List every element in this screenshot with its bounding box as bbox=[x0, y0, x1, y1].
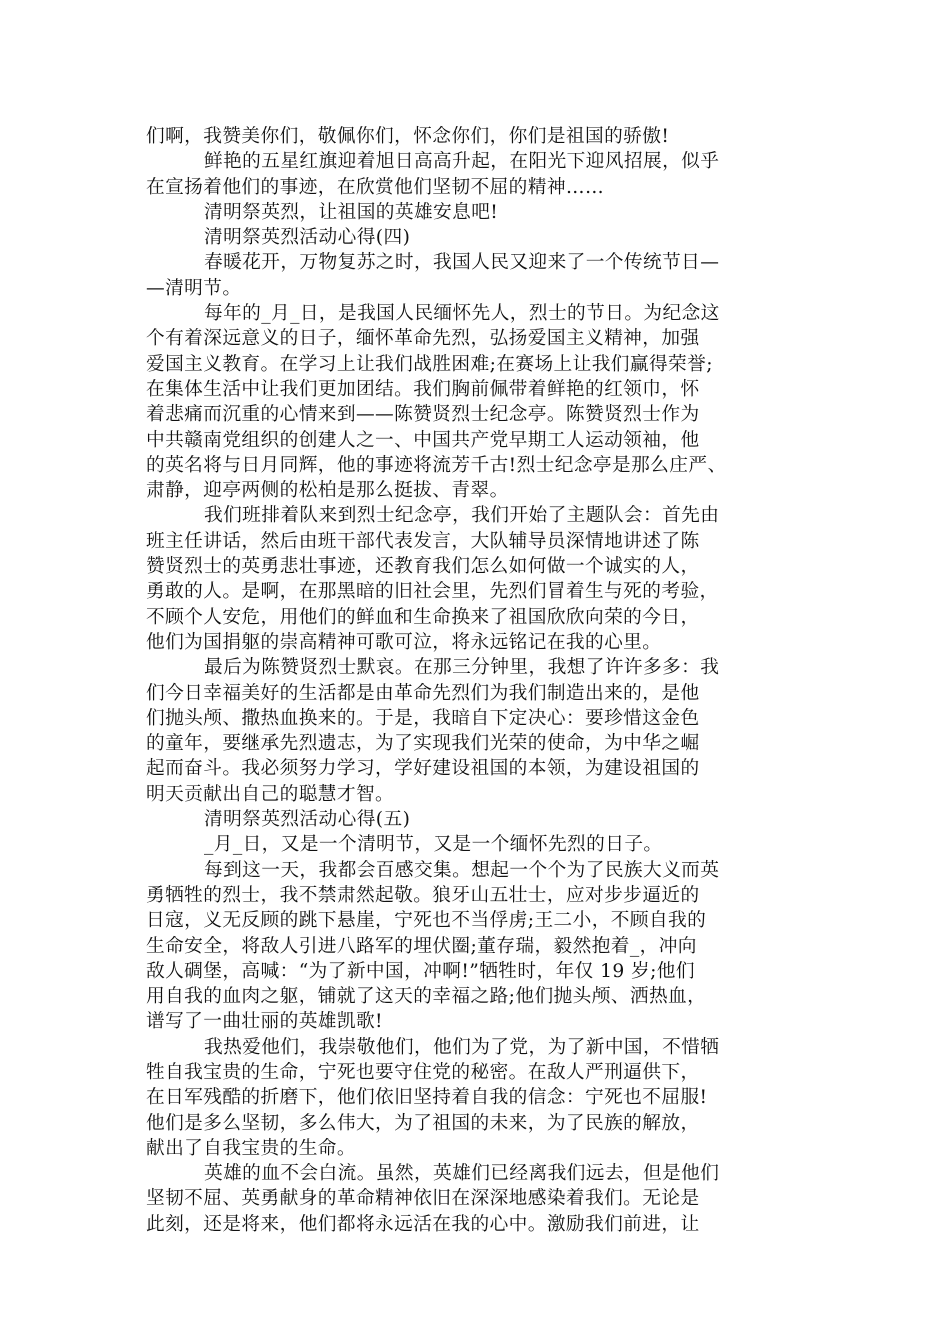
paragraph-first-line: 春暖花开，万物复苏之时，我国人民又迎来了一个传统节日— bbox=[204, 252, 720, 274]
paragraph-first-line: 每到这一天，我都会百感交集。想起一个个为了民族大义而英 bbox=[204, 859, 720, 881]
text-line: 们抛头颅、撒热血换来的。于是，我暗自下定决心：要珍惜这金色 bbox=[146, 707, 700, 729]
text-line: 的英名将与日月同辉，他的事迹将流芳千古!烈士纪念亭是那么庄严、 bbox=[146, 454, 727, 476]
text-line: 中共赣南党组织的创建人之一、中国共产党早期工人运动领袖，他 bbox=[146, 429, 700, 451]
text-line: 在集体生活中让我们更加团结。我们胸前佩带着鲜艳的红领巾，怀 bbox=[146, 378, 700, 400]
text-line: 用自我的血肉之躯，铺就了这天的幸福之路;他们抛头颅、洒热血， bbox=[146, 986, 707, 1008]
text-line: 牲自我宝贵的生命，宁死也要守住党的秘密。在敌人严刑逼供下， bbox=[146, 1061, 700, 1083]
text-line: 明天贡献出自己的聪慧才智。 bbox=[146, 783, 395, 805]
text-line: 日寇，义无反顾的跳下悬崖，宁死也不当俘虏;王二小，不顾自我的 bbox=[146, 910, 707, 932]
text-line: 敌人碉堡，高喊：“为了新中国，冲啊!”牺牲时，年仅 19 岁;他们 bbox=[146, 960, 695, 982]
text-line: 们啊，我赞美你们，敬佩你们，怀念你们，你们是祖国的骄傲! bbox=[146, 126, 670, 147]
paragraph-first-line: 清明祭英烈活动心得(四) bbox=[204, 227, 411, 249]
text-line: 勇牺牲的烈士，我不禁肃然起敬。狼牙山五壮士，应对步步逼近的 bbox=[146, 884, 700, 906]
text-line: 肃静，迎亭两侧的松柏是那么挺拔、青翠。 bbox=[146, 480, 509, 502]
paragraph-first-line: 鲜艳的五星红旗迎着旭日高高升起，在阳光下迎风招展，似乎 bbox=[204, 151, 720, 173]
text-line: 不顾个人安危，用他们的鲜血和生命换来了祖国欣欣向荣的今日， bbox=[146, 606, 700, 628]
text-line: 起而奋斗。我必须努力学习，学好建设祖国的本领，为建设祖国的 bbox=[146, 758, 700, 780]
paragraph-first-line: 清明祭英烈活动心得(五) bbox=[204, 809, 411, 831]
text-line: 此刻，还是将来，他们都将永远活在我的心中。激励我们前进，让 bbox=[146, 1213, 700, 1235]
paragraph-first-line: 最后为陈赞贤烈士默哀。在那三分钟里，我想了许许多多：我 bbox=[204, 657, 720, 679]
text-line: 着悲痛而沉重的心情来到——陈赞贤烈士纪念亭。陈赞贤烈士作为 bbox=[146, 404, 700, 426]
text-line: 谱写了一曲壮丽的英雄凯歌! bbox=[146, 1011, 383, 1033]
text-line: 他们是多么坚韧，多么伟大，为了祖国的未来，为了民族的解放， bbox=[146, 1112, 700, 1134]
text-line: 坚韧不屈、英勇献身的革命精神依旧在深深地感染着我们。无论是 bbox=[146, 1188, 700, 1210]
text-line: —清明节。 bbox=[146, 277, 242, 299]
paragraph-first-line: 我们班排着队来到烈士纪念亭，我们开始了主题队会：首先由 bbox=[204, 505, 720, 527]
paragraph-first-line: 我热爱他们，我崇敬他们，他们为了党，为了新中国，不惜牺 bbox=[204, 1036, 720, 1058]
text-line: 赞贤烈士的英勇悲壮事迹，还教育我们怎么如何做一个诚实的人， bbox=[146, 556, 700, 578]
text-line: 的童年，要继承先烈遗志，为了实现我们光荣的使命，为中华之崛 bbox=[146, 733, 700, 755]
text-line: 们今日幸福美好的生活都是由革命先烈们为我们制造出来的，是他 bbox=[146, 682, 700, 704]
text-line: 献出了自我宝贵的生命。 bbox=[146, 1137, 356, 1159]
text-line: 他们为国捐躯的崇高精神可歌可泣，将永远铭记在我的心里。 bbox=[146, 631, 662, 653]
text-line: 个有着深远意义的日子，缅怀革命先烈，弘扬爱国主义精神，加强 bbox=[146, 328, 700, 350]
paragraph-first-line: 英雄的血不会白流。虽然，英雄们已经离我们远去，但是他们 bbox=[204, 1163, 720, 1185]
text-line: 爱国主义教育。在学习上让我们战胜困难;在赛场上让我们赢得荣誉; bbox=[146, 353, 713, 375]
document-body bbox=[146, 124, 808, 1237]
text-line: 在宣扬着他们的事迹，在欣赏他们坚韧不屈的精神…… bbox=[146, 176, 605, 198]
text-line: 生命安全，将敌人引进八路军的埋伏圈;董存瑞，毅然抱着_，冲向 bbox=[146, 935, 697, 957]
paragraph-first-line: 清明祭英烈，让祖国的英雄安息吧! bbox=[204, 201, 499, 223]
text-line: 在日军残酷的折磨下，他们依旧坚持着自我的信念：宁死也不屈服! bbox=[146, 1087, 708, 1109]
text-line: 勇敢的人。是啊，在那黑暗的旧社会里，先烈们冒着生与死的考验， bbox=[146, 581, 719, 603]
paragraph-first-line: 每年的_月_日，是我国人民缅怀先人，烈士的节日。为纪念这 bbox=[204, 303, 720, 325]
text-line: 班主任讲话，然后由班干部代表发言，大队辅导员深情地讲述了陈 bbox=[146, 530, 700, 552]
paragraph-first-line: _月_日，又是一个清明节，又是一个缅怀先烈的日子。 bbox=[204, 834, 663, 856]
